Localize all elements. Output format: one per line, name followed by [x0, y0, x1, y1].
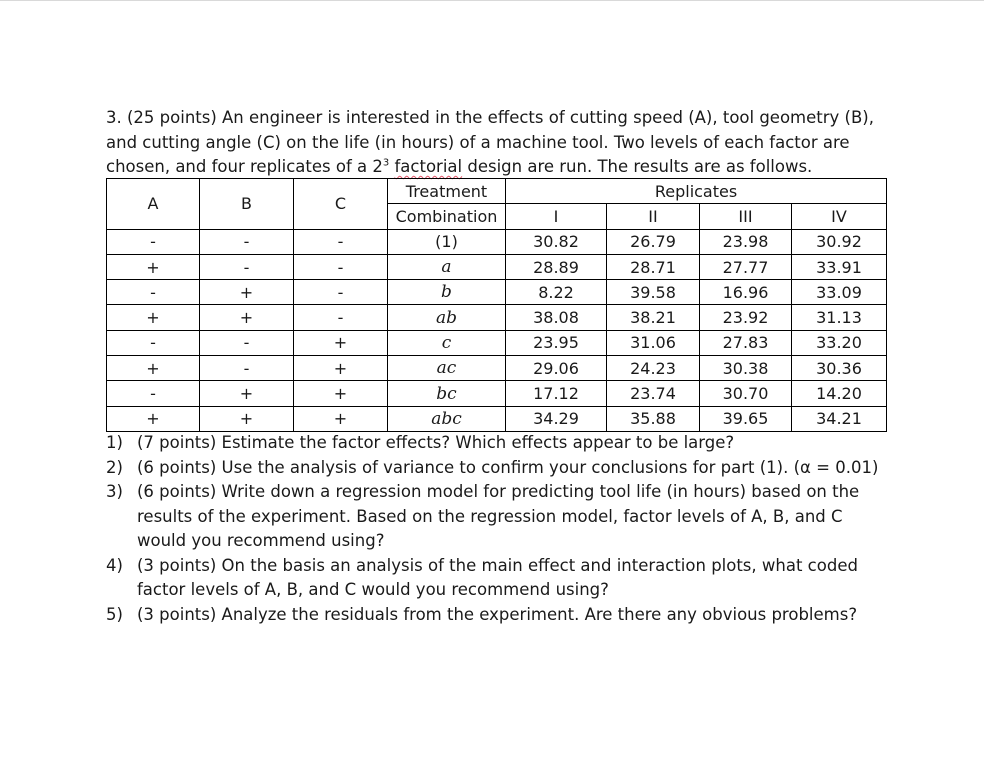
replicate-2-cell: 24.23	[607, 356, 700, 381]
b-level-cell: +	[200, 381, 294, 406]
c-level-cell: +	[294, 330, 388, 355]
exponent: 3	[382, 157, 390, 169]
question-text: (3 points) On the basis an analysis of the main effect and interaction plots, what coded factor levels of A, B, and C would you recommend using?	[137, 555, 858, 599]
a-level-cell: +	[107, 356, 200, 381]
question-number: 5)	[106, 604, 123, 624]
header-rep-4: IV	[792, 204, 887, 229]
replicate-2-cell: 39.58	[607, 280, 700, 305]
header-rep-3: III	[700, 204, 792, 229]
c-level-cell: -	[294, 254, 388, 279]
b-level-cell: -	[200, 254, 294, 279]
page-top-border	[0, 0, 984, 1]
replicate-1-cell: 23.95	[506, 330, 607, 355]
c-level-cell: +	[294, 406, 388, 431]
intro-line-3	[106, 155, 866, 180]
question-item	[106, 603, 896, 628]
treatment-combination-cell: b	[388, 280, 506, 305]
a-level-cell: -	[107, 229, 200, 254]
results-table	[106, 178, 887, 432]
treatment-combination-cell: c	[388, 330, 506, 355]
table-body	[107, 229, 887, 431]
a-level-cell: +	[107, 305, 200, 330]
replicate-3-cell: 27.77	[700, 254, 792, 279]
table-row	[107, 406, 887, 431]
intro-line-2: and cutting angle (C) on the life (in hours) of a machine tool. Two levels of each factor are	[106, 132, 850, 152]
header-combination: Combination	[388, 204, 506, 229]
replicate-4-cell: 31.13	[792, 305, 887, 330]
replicate-1-cell: 30.82	[506, 229, 607, 254]
replicate-4-cell: 34.21	[792, 406, 887, 431]
header-a: A	[107, 179, 200, 230]
question-number: 3)	[106, 482, 123, 501]
treatment-combination-cell: bc	[388, 381, 506, 406]
header-b: B	[200, 179, 294, 230]
b-level-cell: +	[200, 280, 294, 305]
intro-line-3-start: chosen, and four replicates of a 2	[106, 157, 383, 176]
b-level-cell: -	[200, 356, 294, 381]
replicate-3-cell: 39.65	[700, 406, 792, 431]
replicate-3-cell: 16.96	[700, 280, 792, 305]
c-level-cell: +	[294, 356, 388, 381]
replicate-1-cell: 8.22	[506, 280, 607, 305]
question-number: 4)	[106, 555, 123, 575]
treatment-combination-cell: ab	[388, 305, 506, 330]
b-level-cell: +	[200, 406, 294, 431]
question-text: (3 points) Analyze the residuals from the experiment. Are there any obvious problems?	[137, 604, 858, 624]
a-level-cell: -	[107, 280, 200, 305]
table-row	[107, 305, 887, 330]
question-text: (6 points) Use the analysis of variance to confirm your conclusions for part (1). (α = 0.01)	[137, 457, 879, 477]
question-number: 1)	[106, 433, 123, 452]
question-item	[106, 431, 896, 456]
replicate-3-cell: 30.38	[700, 356, 792, 381]
treatment-combination-cell: ac	[388, 356, 506, 381]
table-row	[107, 254, 887, 279]
replicate-4-cell: 30.92	[792, 229, 887, 254]
question-item	[106, 456, 896, 481]
a-level-cell: +	[107, 254, 200, 279]
replicate-3-cell: 23.98	[700, 229, 792, 254]
replicate-2-cell: 31.06	[607, 330, 700, 355]
b-level-cell: -	[200, 229, 294, 254]
replicate-1-cell: 38.08	[506, 305, 607, 330]
c-level-cell: -	[294, 280, 388, 305]
table-row	[107, 280, 887, 305]
replicate-4-cell: 33.91	[792, 254, 887, 279]
c-level-cell: -	[294, 229, 388, 254]
replicate-4-cell: 14.20	[792, 381, 887, 406]
replicate-4-cell: 30.36	[792, 356, 887, 381]
a-level-cell: -	[107, 381, 200, 406]
treatment-combination-cell: (1)	[388, 229, 506, 254]
header-replicates: Replicates	[506, 179, 887, 204]
question-item	[106, 480, 896, 554]
table-row	[107, 330, 887, 355]
header-c: C	[294, 179, 388, 230]
replicate-3-cell: 27.83	[700, 330, 792, 355]
replicate-1-cell: 34.29	[506, 406, 607, 431]
replicate-1-cell: 17.12	[506, 381, 607, 406]
replicate-1-cell: 28.89	[506, 254, 607, 279]
intro-line-1: 3. (25 points) An engineer is interested in the effects of cutting speed (A), tool geometry (B),	[106, 108, 874, 127]
table-row	[107, 229, 887, 254]
replicate-2-cell: 38.21	[607, 305, 700, 330]
problem-intro	[106, 106, 874, 180]
question-text: (6 points) Write down a regression model for predicting tool life (in hours) based on the results of the experiment. Based on the regression model, factor levels of A, B, and C would you recommend using?	[137, 482, 860, 550]
replicate-2-cell: 23.74	[607, 381, 700, 406]
header-treatment: Treatment	[388, 179, 506, 204]
replicate-2-cell: 26.79	[607, 229, 700, 254]
treatment-combination-cell: a	[388, 254, 506, 279]
c-level-cell: -	[294, 305, 388, 330]
b-level-cell: +	[200, 305, 294, 330]
table-row	[107, 381, 887, 406]
replicate-4-cell: 33.09	[792, 280, 887, 305]
a-level-cell: -	[107, 330, 200, 355]
replicate-2-cell: 35.88	[607, 406, 700, 431]
replicate-1-cell: 29.06	[506, 356, 607, 381]
question-text: (7 points) Estimate the factor effects? Which effects appear to be large?	[137, 433, 735, 452]
question-item	[106, 554, 896, 603]
replicate-2-cell: 28.71	[607, 254, 700, 279]
replicate-4-cell: 33.20	[792, 330, 887, 355]
c-level-cell: +	[294, 381, 388, 406]
replicate-3-cell: 30.70	[700, 381, 792, 406]
table-row	[107, 356, 887, 381]
intro-factorial-word: factorial	[394, 157, 463, 176]
question-list	[106, 431, 896, 627]
a-level-cell: +	[107, 406, 200, 431]
question-number: 2)	[106, 457, 123, 477]
header-rep-2: II	[607, 204, 700, 229]
replicate-3-cell: 23.92	[700, 305, 792, 330]
b-level-cell: -	[200, 330, 294, 355]
header-rep-1: I	[506, 204, 607, 229]
intro-line-3-end: design are run. The results are as follows.	[462, 157, 813, 176]
treatment-combination-cell: abc	[388, 406, 506, 431]
